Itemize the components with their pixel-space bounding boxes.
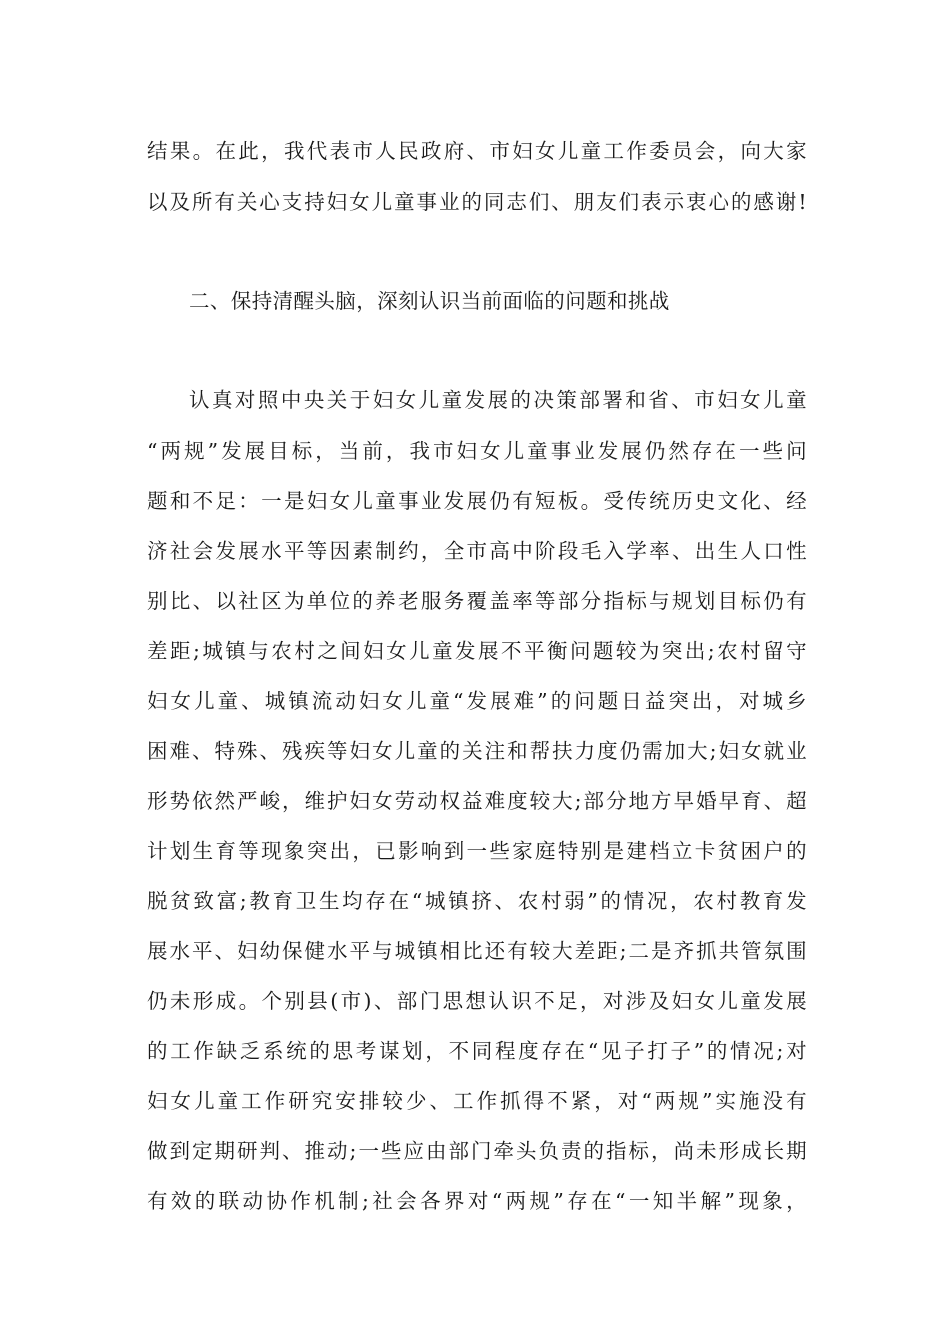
paragraph-1-line: 结果。在此，我代表市人民政府、市妇女儿童工作委员会，向大家 (147, 139, 807, 163)
paragraph-2-line: 有效的联动协作机制;社会各界对“两规”存在“一知半解”现象， (147, 1189, 807, 1213)
paragraph-2-line: 计划生育等现象突出，已影响到一些家庭特别是建档立卡贫困户的 (147, 839, 807, 863)
paragraph-2-line: 别比、以社区为单位的养老服务覆盖率等部分指标与规划目标仍有 (147, 589, 807, 613)
paragraph-2-line: 仍未形成。个别县(市)、部门思想认识不足，对涉及妇女儿童发展 (147, 989, 807, 1013)
paragraph-2-line: 认真对照中央关于妇女儿童发展的决策部署和省、市妇女儿童 (189, 388, 807, 412)
paragraph-2-line: 形势依然严峻，维护妇女劳动权益难度较大;部分地方早婚早育、超 (147, 789, 807, 813)
paragraph-2-line: 济社会发展水平等因素制约，全市高中阶段毛入学率、出生人口性 (147, 539, 807, 563)
section-heading: 二、保持清醒头脑，深刻认识当前面临的问题和挑战 (189, 289, 670, 313)
paragraph-2-line: 展水平、妇幼保健水平与城镇相比还有较大差距;二是齐抓共管氛围 (147, 939, 807, 963)
paragraph-2-line: 脱贫致富;教育卫生均存在“城镇挤、农村弱”的情况，农村教育发 (147, 889, 807, 913)
paragraph-2-line: 困难、特殊、残疾等妇女儿童的关注和帮扶力度仍需加大;妇女就业 (147, 739, 807, 763)
paragraph-1-line: 以及所有关心支持妇女儿童事业的同志们、朋友们表示衷心的感谢! (147, 190, 807, 214)
paragraph-2-line: 差距;城镇与农村之间妇女儿童发展不平衡问题较为突出;农村留守 (147, 639, 807, 663)
paragraph-2-line: “两规”发展目标，当前，我市妇女儿童事业发展仍然存在一些问 (147, 439, 807, 463)
paragraph-2-line: 妇女儿童、城镇流动妇女儿童“发展难”的问题日益突出，对城乡 (147, 689, 807, 713)
paragraph-2-line: 妇女儿童工作研究安排较少、工作抓得不紧，对“两规”实施没有 (147, 1089, 807, 1113)
paragraph-2-line: 题和不足：一是妇女儿童事业发展仍有短板。受传统历史文化、经 (147, 489, 807, 513)
paragraph-2-line: 的工作缺乏系统的思考谋划，不同程度存在“见子打子”的情况;对 (147, 1039, 807, 1063)
paragraph-2-line: 做到定期研判、推动;一些应由部门牵头负责的指标，尚未形成长期 (147, 1139, 807, 1163)
